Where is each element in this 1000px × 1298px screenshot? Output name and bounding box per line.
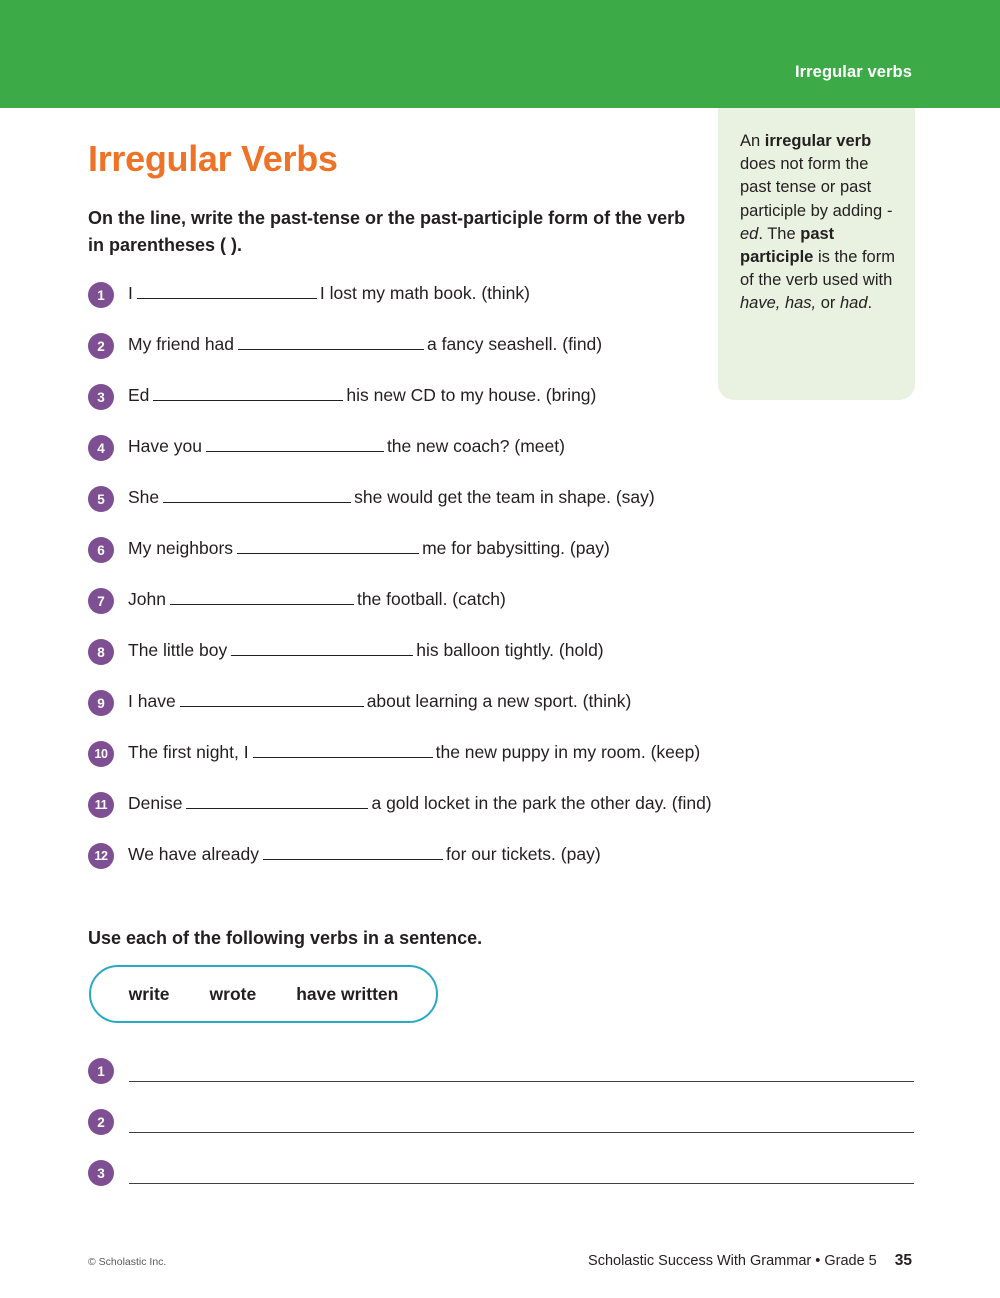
question-number-badge: 9 [88,690,114,716]
instruction-text: On the line, write the past-tense or the past-participle form of the verb in parentheses ( ). [88,208,686,255]
note-segment: does not form the past tense or past participle by adding [740,155,887,220]
answer-blank[interactable] [180,689,364,707]
question-row [88,485,918,536]
answer-number-badge: 3 [88,1160,114,1186]
answer-blank[interactable] [137,281,317,299]
question-number-badge: 3 [88,384,114,410]
question-text-before: I [128,283,133,303]
answer-row [88,1108,914,1159]
question-text-before: The first night, I [128,742,249,762]
footer-source: Scholastic Success With Grammar • Grade 5 [588,1253,877,1269]
answer-write-line[interactable] [129,1057,914,1082]
question-text-after: she would get the team in shape. (say) [354,487,655,507]
answer-line-list [88,1057,914,1210]
question-number-badge: 7 [88,588,114,614]
note-segment: is the form of the verb used with [740,248,895,290]
question-text-after: the football. (catch) [356,589,506,609]
question-text-before: Have you [128,436,202,456]
question-text-before: John [128,589,166,609]
answer-number-badge: 1 [88,1058,114,1084]
question-text-after: a gold locket in the park the other day. (find) [371,793,712,813]
note-segment: . The [758,224,801,243]
word-bank-item: have written [296,983,399,1004]
question-number-badge: 4 [88,435,114,461]
word-bank-item: wrote [209,983,257,1004]
question-text-before: The little boy [128,640,228,660]
page-title: Irregular Verbs [88,138,338,179]
answer-write-line[interactable] [129,1159,914,1184]
question-text [128,332,602,356]
note-segment: had [839,294,868,313]
answer-blank[interactable] [253,740,433,758]
footer-meta [588,1252,912,1270]
question-number-badge: 2 [88,333,114,359]
question-text [128,536,610,560]
answer-blank[interactable] [238,332,424,350]
question-text [128,689,631,713]
question-text [128,281,530,305]
answer-blank[interactable] [237,536,419,554]
question-text [128,434,565,458]
question-text-after: I lost my math book. (think) [319,283,530,303]
question-number-badge: 5 [88,486,114,512]
question-text-before: My neighbors [128,538,234,558]
answer-blank[interactable] [263,842,443,860]
question-text-after: his balloon tightly. (hold) [416,640,604,660]
question-number-badge: 1 [88,282,114,308]
question-row [88,638,918,689]
note-segment: past participle [740,224,835,267]
question-text [128,383,596,407]
note-segment: An [740,132,765,150]
answer-row [88,1057,914,1108]
question-row [88,434,918,485]
section2-instruction: Use each of the following verbs in a sentence. [88,928,483,948]
answer-blank[interactable] [153,383,343,401]
header-band [0,0,1000,108]
question-row [88,791,918,842]
question-text-after: me for babysitting. (pay) [422,538,610,558]
question-text-before: We have already [128,844,260,864]
answer-number-badge: 2 [88,1109,114,1135]
note-segment: . [867,294,873,313]
note-segment: or [816,294,840,313]
question-text [128,638,604,662]
question-text-before: Denise [128,793,183,813]
note-segment: -ed [740,201,893,243]
footer-copyright: © Scholastic Inc. [88,1256,167,1268]
question-text-before: I have [128,691,176,711]
running-head: Irregular verbs [794,63,912,81]
question-text-after: a fancy seashell. (find) [427,334,603,354]
question-number-badge: 10 [88,741,114,767]
question-row [88,587,918,638]
question-number-badge: 8 [88,639,114,665]
question-text-after: the new puppy in my room. (keep) [435,742,701,762]
question-row [88,689,918,740]
question-number-badge: 11 [88,792,114,818]
question-text [128,791,712,815]
answer-row [88,1159,914,1210]
question-text-after: the new coach? (meet) [386,436,565,456]
question-row [88,383,918,434]
question-row [88,740,918,791]
footer-page-number: 35 [894,1252,912,1269]
question-row [88,281,918,332]
question-row [88,536,918,587]
question-text-before: She [128,487,160,507]
word-bank-box [89,965,438,1023]
question-text-after: about learning a new sport. (think) [366,691,632,711]
question-text [128,740,700,764]
question-row [88,842,918,893]
answer-blank[interactable] [186,791,368,809]
question-text-after: for our tickets. (pay) [446,844,601,864]
note-segment: have, has, [740,294,817,313]
question-number-badge: 6 [88,537,114,563]
question-number-badge: 12 [88,843,114,869]
question-text [128,842,601,866]
answer-blank[interactable] [231,638,413,656]
answer-blank[interactable] [163,485,351,503]
question-text-before: My friend had [128,334,235,354]
answer-write-line[interactable] [129,1108,914,1133]
question-row [88,332,918,383]
word-bank-item: write [128,983,170,1004]
question-list [88,281,918,893]
answer-blank[interactable] [206,434,384,452]
question-text [128,485,655,509]
question-text-before: Ed [128,385,150,405]
answer-blank[interactable] [170,587,354,605]
question-text-after: his new CD to my house. (bring) [346,385,597,405]
note-segment: irregular verb [764,132,872,150]
question-text [128,587,506,611]
